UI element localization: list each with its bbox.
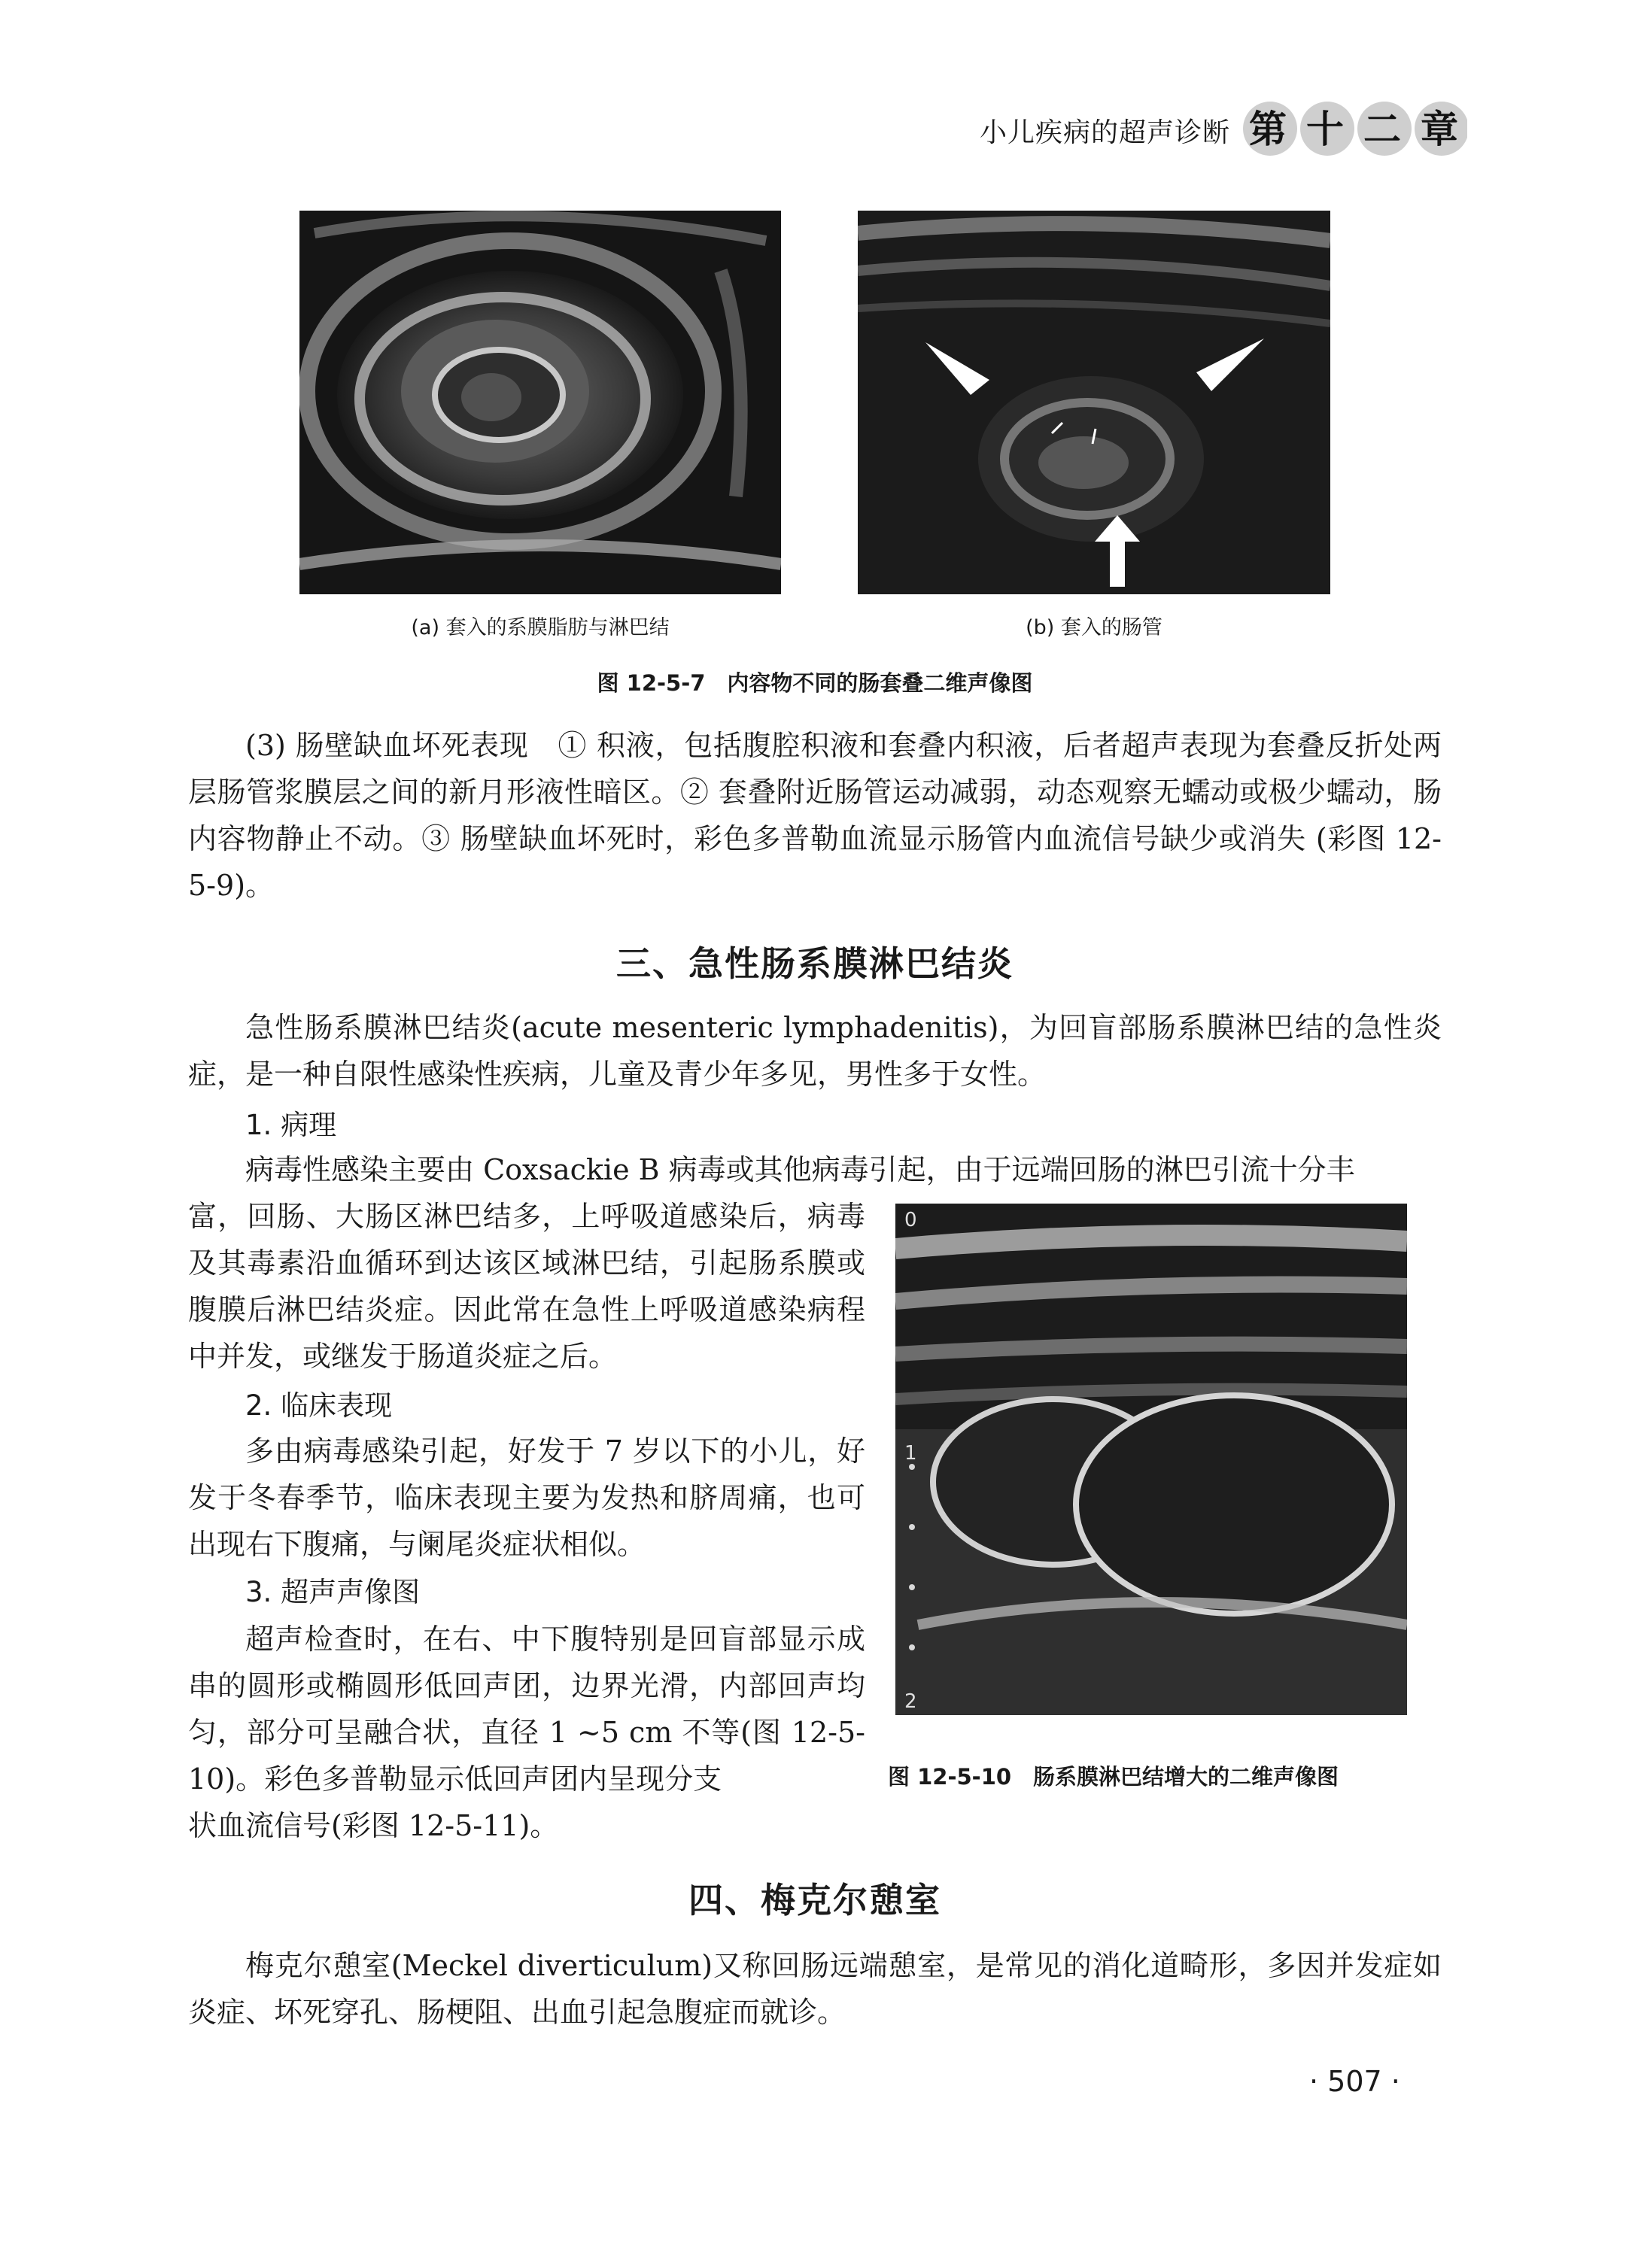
scale-label: 2 [904, 1690, 917, 1713]
paragraph-ultrasound-end: 状血流信号(彩图 12-5-11)。 [188, 1809, 559, 1842]
subheading-pathology: 1. 病理 [245, 1109, 337, 1141]
paragraph-ultrasound: 超声检查时，在右、中下腹特别是回盲部显示成串的圆形或椭圆形低回声团，边界光滑，内部回声均匀，部分可呈融合状，直径 1 ~5 cm 不等(图 12-5-10)。彩色多普勒显示低回声团内呈现分支 [188, 1623, 865, 1796]
scale-label: 0 [904, 1209, 917, 1231]
chapter-char: 十 [1306, 107, 1344, 151]
paragraph-meckel-intro: 梅克尔憩室(Meckel diverticulum)又称回肠远端憩室，是常见的消化道畸形，多因并发症如炎症、坏死穿孔、肠梗阻、出血引起急腹症而就诊。 [188, 1949, 1442, 2029]
paragraph-lymphadenitis-intro: 急性肠系膜淋巴结炎(acute mesenteric lymphadenitis)，为回盲部肠系膜淋巴结的急性炎症，是一种自限性感染性疾病，儿童及青少年多见，男性多于女性。 [188, 1011, 1442, 1091]
ultrasound-image-a [299, 211, 781, 594]
chapter-badge [1242, 100, 1467, 157]
scale-label: 1 [904, 1442, 917, 1465]
running-header-title: 小儿疾病的超声诊断 [979, 117, 1230, 148]
chapter-char: 章 [1421, 107, 1458, 151]
paragraph-clinical: 多由病毒感染引起，好发于 7 岁以下的小儿，好发于冬春季节，临床表现主要为发热和脐周痛，也可出现右下腹痛，与阑尾炎症状相似。 [188, 1435, 865, 1561]
ultrasound-image-b [858, 211, 1330, 594]
subheading-ultrasound: 3. 超声声像图 [245, 1576, 421, 1608]
page-number: · 507 · [1309, 2065, 1400, 2098]
paragraph-pathology: 富，回肠、大肠区淋巴结多，上呼吸道感染后，病毒及其毒素沿血循环到达该区域淋巴结，引起肠系膜或腹膜后淋巴结炎症。因此常在急性上呼吸道感染病程中并发，或继发于肠道炎症之后。 [188, 1200, 865, 1373]
subheading-clinical: 2. 临床表现 [245, 1389, 393, 1422]
figure-title-12-5-10: 图 12-5-10 肠系膜淋巴结增大的二维声像图 [888, 1764, 1339, 1790]
ultrasound-image-lymph-node [895, 1204, 1407, 1715]
chapter-char: 二 [1363, 107, 1401, 151]
paragraph-pathology-line1: 病毒性感染主要由 Coxsackie B 病毒或其他病毒引起，由于远端回肠的淋巴引流十分丰 [245, 1153, 1355, 1186]
paragraph-necrosis: (3) 肠壁缺血坏死表现 ① 积液，包括腹腔积液和套叠内积液，后者超声表现为套叠反折处两层肠管浆膜层之间的新月形液性暗区。② 套叠附近肠管运动减弱，动态观察无蠕动或极少蠕动，肠内容物静止不动。③ 肠壁缺血坏死时，彩色多普勒血流显示肠管内血流信号缺少或消失 (彩图 12-5-9)。 [188, 729, 1442, 902]
section-heading-4: 四、梅克尔憩室 [688, 1880, 941, 1920]
figure-title-12-5-7: 图 12-5-7 内容物不同的肠套叠二维声像图 [597, 670, 1033, 696]
section-heading-3: 三、急性肠系膜淋巴结炎 [616, 943, 1014, 984]
figure-caption-a: (a) 套入的系膜脂肪与淋巴结 [411, 616, 670, 639]
chapter-char: 第 [1249, 107, 1287, 151]
figure-caption-b: (b) 套入的肠管 [1026, 616, 1162, 639]
